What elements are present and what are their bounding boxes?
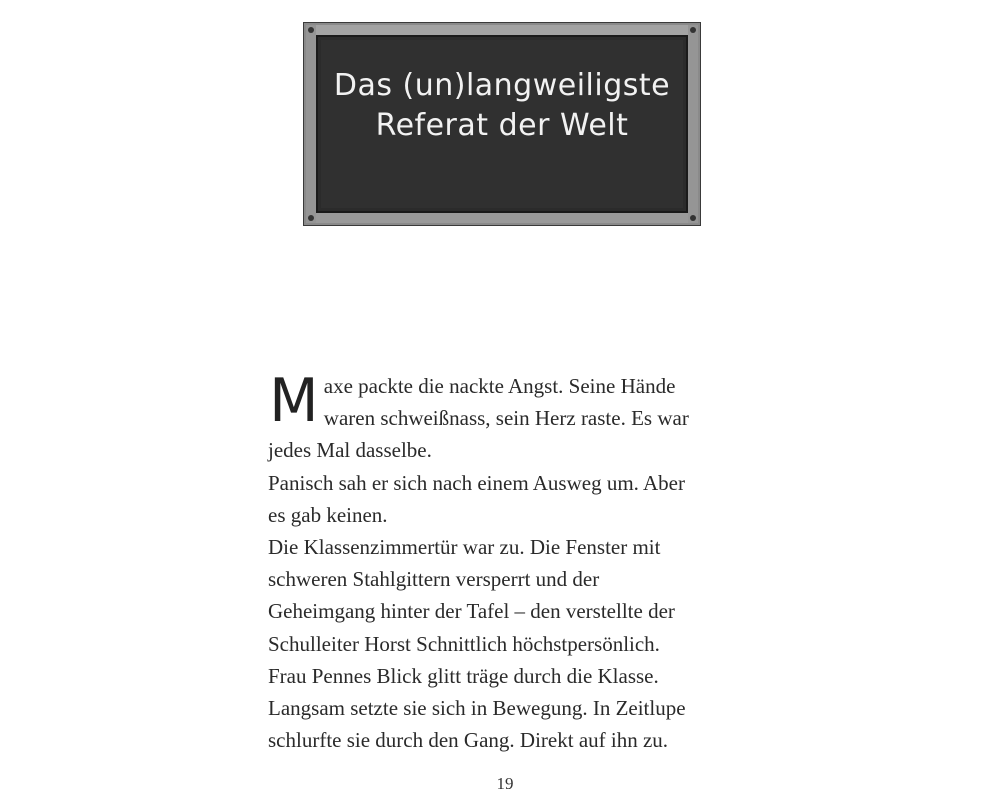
drop-cap-initial: M xyxy=(269,366,319,436)
text-line: waren schweißnass, sein Herz raste. Es war xyxy=(323,406,689,431)
page-number: 19 xyxy=(496,774,514,793)
text-line: axe packte die nackte Angst. Seine Hände xyxy=(323,374,676,398)
text-line: Geheimgang hinter der Tafel – den verstellte der xyxy=(268,599,675,624)
chalkboard-title xyxy=(323,66,681,146)
text-line: schweren Stahlgittern versperrt und der xyxy=(268,567,600,592)
chalkboard-title-line-2: Referat der Welt xyxy=(375,108,629,143)
text-line: es gab keinen. xyxy=(268,502,388,527)
text-line: schlurfte sie durch den Gang. Direkt auf ihn zu. xyxy=(268,728,669,753)
chalkboard-title-line-1: Das (un)langweiligste xyxy=(333,68,671,103)
text-line: Die Klassenzimmertür war zu. Die Fenster mit xyxy=(268,535,661,560)
text-line: Langsam setzte sie sich in Bewegung. In Zeitlupe xyxy=(268,696,686,721)
chalkboard-heading xyxy=(303,22,701,226)
story-text xyxy=(268,366,738,756)
text-line: Frau Pennes Blick glitt träge durch die Klasse. xyxy=(268,663,659,688)
text-line: Schulleiter Horst Schnittlich höchstpersönlich. xyxy=(268,631,660,656)
text-line: jedes Mal dasselbe. xyxy=(268,438,432,463)
text-line: Panisch sah er sich nach einem Ausweg um. Aber xyxy=(268,470,685,495)
